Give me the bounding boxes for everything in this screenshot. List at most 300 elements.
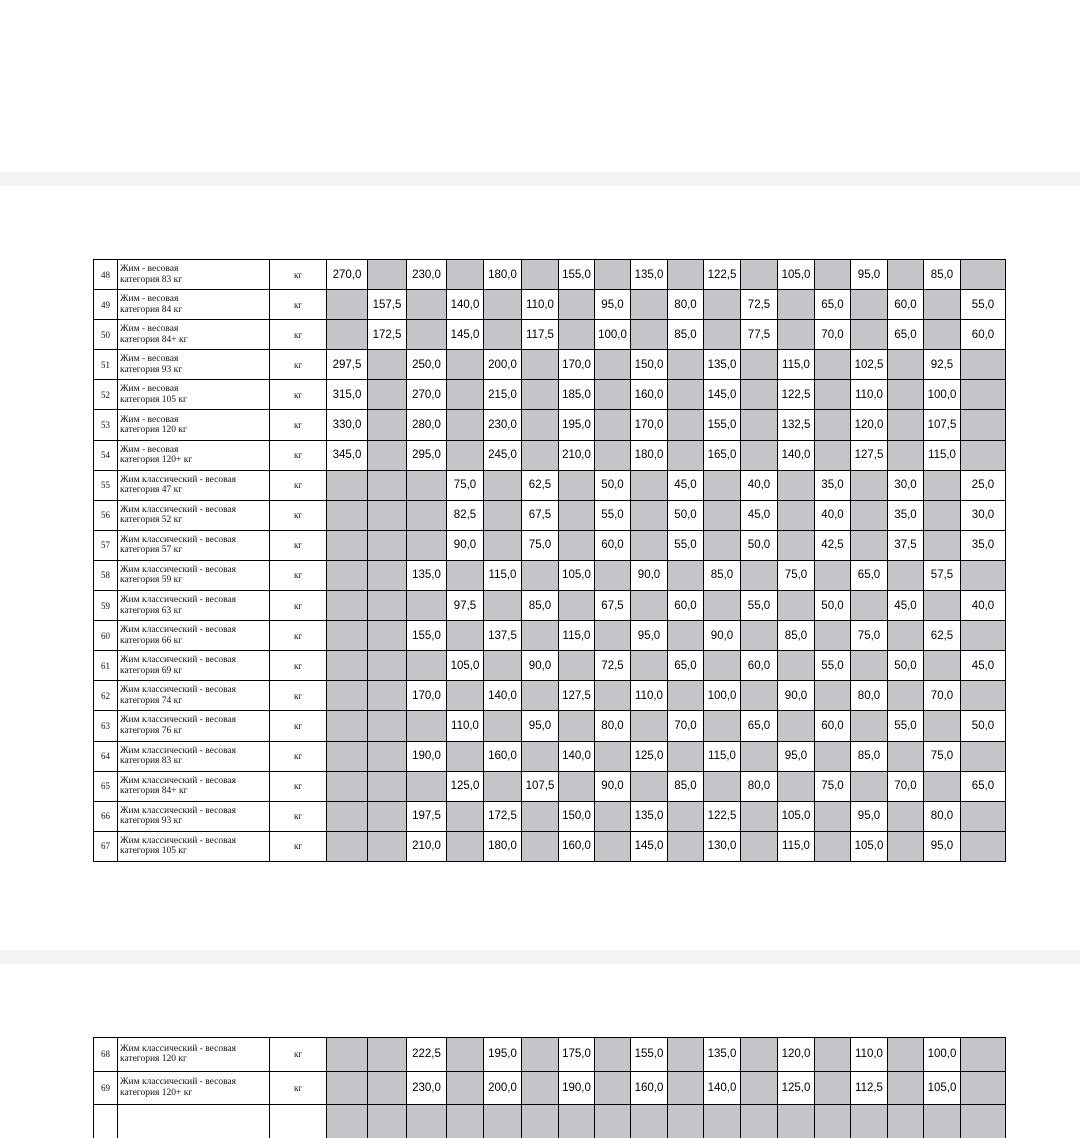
exercise-name [118, 320, 270, 350]
empty-shaded-cell [815, 1071, 851, 1105]
empty-shaded-cell [522, 440, 559, 470]
empty-shaded-cell [704, 500, 741, 530]
standard-value-cell: 315,0 [327, 380, 368, 410]
empty-shaded-cell [741, 440, 778, 470]
exercise-title: Жим классический - весовая [120, 625, 269, 636]
standard-value-cell: 40,0 [961, 591, 1006, 621]
empty-shaded-cell [961, 410, 1006, 440]
table-row [94, 350, 1006, 380]
empty-shaded-cell [595, 1105, 631, 1138]
standard-value-cell: 95,0 [778, 741, 815, 771]
standard-value-cell: 115,0 [924, 440, 961, 470]
standard-value-cell: 190,0 [559, 1071, 595, 1105]
standard-value-cell: 155,0 [559, 260, 595, 290]
standard-value-cell: 170,0 [559, 350, 595, 380]
empty-shaded-cell [484, 320, 522, 350]
unit-cell: кг [270, 440, 327, 470]
weight-category: категория 63 кг [120, 606, 269, 617]
empty-shaded-cell [961, 560, 1006, 590]
empty-shaded-cell [668, 741, 704, 771]
standard-value-cell: 157,5 [368, 290, 407, 320]
table-row [94, 1105, 1006, 1138]
row-number: 68 [94, 1038, 118, 1072]
standard-value-cell: 50,0 [668, 500, 704, 530]
table-row [94, 290, 1006, 320]
standard-value-cell: 180,0 [484, 260, 522, 290]
empty-shaded-cell [888, 260, 924, 290]
empty-shaded-cell [327, 681, 368, 711]
empty-shaded-cell [368, 560, 407, 590]
exercise-name [118, 530, 270, 560]
empty-shaded-cell [595, 681, 631, 711]
empty-shaded-cell [407, 591, 447, 621]
empty-shaded-cell [559, 530, 595, 560]
empty-shaded-cell [851, 771, 888, 801]
table-row [94, 681, 1006, 711]
standard-value-cell: 115,0 [484, 560, 522, 590]
empty-shaded-cell [888, 741, 924, 771]
standard-value-cell: 280,0 [407, 410, 447, 440]
empty-shaded-cell [741, 560, 778, 590]
standard-value-cell: 122,5 [704, 260, 741, 290]
empty-shaded-cell [888, 440, 924, 470]
empty-shaded-cell [924, 711, 961, 741]
standard-value-cell: 95,0 [851, 260, 888, 290]
empty-shaded-cell [522, 1071, 559, 1105]
table-row [94, 560, 1006, 590]
empty-shaded-cell [851, 591, 888, 621]
exercise-name [118, 681, 270, 711]
empty-shaded-cell [327, 1105, 368, 1138]
unit-cell: кг [270, 711, 327, 741]
empty-shaded-cell [484, 1105, 522, 1138]
empty-shaded-cell [327, 801, 368, 831]
exercise-name [118, 741, 270, 771]
empty-shaded-cell [595, 410, 631, 440]
empty-shaded-cell [668, 1071, 704, 1105]
weight-category: категория 120+ кг [120, 1088, 269, 1099]
standard-value-cell: 90,0 [595, 771, 631, 801]
empty-shaded-cell [961, 350, 1006, 380]
unit-cell: кг [270, 591, 327, 621]
standard-value-cell: 330,0 [327, 410, 368, 440]
empty-shaded-cell [815, 801, 851, 831]
standard-value-cell: 75,0 [851, 621, 888, 651]
empty-shaded-cell [668, 1105, 704, 1138]
unit-cell: кг [270, 290, 327, 320]
exercise-name [118, 350, 270, 380]
empty-shaded-cell [407, 771, 447, 801]
standard-value-cell: 160,0 [484, 741, 522, 771]
weight-category: категория 120+ кг [120, 455, 269, 466]
empty-shaded-cell [447, 560, 484, 590]
exercise-name [118, 260, 270, 290]
standard-value-cell: 107,5 [522, 771, 559, 801]
standard-value-cell: 230,0 [407, 260, 447, 290]
standard-value-cell: 137,5 [484, 621, 522, 651]
standard-value-cell: 140,0 [704, 1071, 741, 1105]
empty-shaded-cell [888, 350, 924, 380]
row-number: 60 [94, 621, 118, 651]
empty-shaded-cell [851, 500, 888, 530]
standard-value-cell: 95,0 [595, 290, 631, 320]
exercise-name [118, 380, 270, 410]
exercise-name [118, 560, 270, 590]
standard-value-cell: 60,0 [815, 711, 851, 741]
empty-shaded-cell [407, 290, 447, 320]
empty-shaded-cell [888, 1038, 924, 1072]
standard-value-cell: 60,0 [595, 530, 631, 560]
standard-value-cell: 105,0 [851, 831, 888, 861]
standard-value-cell: 80,0 [595, 711, 631, 741]
standard-value-cell: 95,0 [522, 711, 559, 741]
standard-value-cell: 45,0 [668, 470, 704, 500]
exercise-title: Жим классический - весовая [120, 715, 269, 726]
empty-shaded-cell [815, 440, 851, 470]
standard-value-cell: 90,0 [631, 560, 668, 590]
empty-shaded-cell [447, 831, 484, 861]
empty-shaded-cell [631, 530, 668, 560]
standard-value-cell: 132,5 [778, 410, 815, 440]
exercise-name [118, 621, 270, 651]
exercise-title: Жим классический - весовая [120, 836, 269, 847]
empty-shaded-cell [559, 500, 595, 530]
standard-value-cell: 60,0 [741, 651, 778, 681]
weight-category: категория 69 кг [120, 666, 269, 677]
empty-shaded-cell [851, 530, 888, 560]
standard-value-cell: 115,0 [559, 621, 595, 651]
standard-value-cell: 230,0 [484, 410, 522, 440]
standard-value-cell: 72,5 [595, 651, 631, 681]
empty-shaded-cell [327, 320, 368, 350]
weight-category: категория 66 кг [120, 636, 269, 647]
standard-value-cell: 37,5 [888, 530, 924, 560]
empty-shaded-cell [961, 1105, 1006, 1138]
standard-value-cell: 45,0 [961, 651, 1006, 681]
exercise-name [118, 771, 270, 801]
row-number: 49 [94, 290, 118, 320]
unit-cell: кг [270, 741, 327, 771]
empty-shaded-cell [447, 1038, 484, 1072]
empty-shaded-cell [631, 320, 668, 350]
empty-shaded-cell [484, 470, 522, 500]
standard-value-cell: 70,0 [815, 320, 851, 350]
unit-cell: кг [270, 681, 327, 711]
table-row [94, 801, 1006, 831]
empty-shaded-cell [924, 1105, 961, 1138]
weight-category: категория 84 кг [120, 305, 269, 316]
empty-shaded-cell [741, 1071, 778, 1105]
standard-value-cell: 35,0 [961, 530, 1006, 560]
standard-value-cell: 195,0 [559, 410, 595, 440]
empty-shaded-cell [888, 801, 924, 831]
empty-shaded-cell [888, 1071, 924, 1105]
standard-value-cell: 80,0 [668, 290, 704, 320]
empty-shaded-cell [815, 681, 851, 711]
empty-shaded-cell [407, 530, 447, 560]
exercise-title: Жим классический - весовая [120, 505, 269, 516]
row-number: 51 [94, 350, 118, 380]
standard-value-cell: 25,0 [961, 470, 1006, 500]
standard-value-cell: 155,0 [631, 1038, 668, 1072]
empty-shaded-cell [888, 410, 924, 440]
empty-shaded-cell [741, 801, 778, 831]
standard-value-cell: 112,5 [851, 1071, 888, 1105]
exercise-title: Жим классический - весовая [120, 535, 269, 546]
standard-value-cell: 155,0 [407, 621, 447, 651]
table-row [94, 771, 1006, 801]
standard-value-cell: 117,5 [522, 320, 559, 350]
empty-shaded-cell [961, 1038, 1006, 1072]
standard-value-cell: 150,0 [631, 350, 668, 380]
empty-shaded-cell [327, 651, 368, 681]
empty-shaded-cell [447, 410, 484, 440]
standard-value-cell: 295,0 [407, 440, 447, 470]
empty-shaded-cell [368, 380, 407, 410]
unit-cell: кг [270, 500, 327, 530]
row-number: 69 [94, 1071, 118, 1105]
standard-value-cell: 140,0 [778, 440, 815, 470]
table-row [94, 260, 1006, 290]
standard-value-cell: 127,5 [559, 681, 595, 711]
empty-shaded-cell [447, 260, 484, 290]
empty-shaded-cell [447, 801, 484, 831]
standard-value-cell: 67,5 [595, 591, 631, 621]
row-number: 62 [94, 681, 118, 711]
standard-value-cell: 92,5 [924, 350, 961, 380]
empty-shaded-cell [327, 741, 368, 771]
empty-shaded-cell [484, 500, 522, 530]
standard-value-cell: 62,5 [924, 621, 961, 651]
empty-shaded-cell [522, 560, 559, 590]
standard-value-cell: 35,0 [888, 500, 924, 530]
empty-shaded-cell [595, 380, 631, 410]
standard-value-cell: 40,0 [815, 500, 851, 530]
empty-shaded-cell [961, 831, 1006, 861]
standard-value-cell: 45,0 [888, 591, 924, 621]
standard-value-cell: 75,0 [778, 560, 815, 590]
weight-category: категория 74 кг [120, 696, 269, 707]
empty-shaded-cell [668, 681, 704, 711]
standard-value-cell: 102,5 [851, 350, 888, 380]
empty-shaded-cell [704, 530, 741, 560]
empty-shaded-cell [327, 771, 368, 801]
standard-value-cell: 55,0 [888, 711, 924, 741]
unit-cell: кг [270, 771, 327, 801]
standard-value-cell: 30,0 [961, 500, 1006, 530]
empty-shaded-cell [595, 1071, 631, 1105]
standard-value-cell: 125,0 [631, 741, 668, 771]
standard-value-cell: 60,0 [961, 320, 1006, 350]
empty-shaded-cell [778, 771, 815, 801]
standard-value-cell: 70,0 [668, 711, 704, 741]
standards-table-page-2 [93, 1037, 1006, 1138]
empty-shaded-cell [327, 500, 368, 530]
standard-value-cell: 85,0 [924, 260, 961, 290]
standard-value-cell: 72,5 [741, 290, 778, 320]
empty-shaded-cell [815, 350, 851, 380]
standard-value-cell: 65,0 [888, 320, 924, 350]
empty-shaded-cell [778, 470, 815, 500]
empty-shaded-cell [559, 651, 595, 681]
empty-shaded-cell [368, 260, 407, 290]
empty-shaded-cell [668, 350, 704, 380]
exercise-title: Жим - весовая [120, 384, 269, 395]
empty-shaded-cell [368, 470, 407, 500]
empty-shaded-cell [484, 591, 522, 621]
exercise-title: Жим классический - весовая [120, 776, 269, 787]
empty-shaded-cell [741, 681, 778, 711]
empty-shaded-cell [924, 771, 961, 801]
standard-value-cell: 135,0 [704, 1038, 741, 1072]
exercise-name [118, 500, 270, 530]
empty-shaded-cell [368, 831, 407, 861]
empty-shaded-cell [447, 1071, 484, 1105]
standard-value-cell: 42,5 [815, 530, 851, 560]
empty-shaded-cell [851, 711, 888, 741]
empty-shaded-cell [961, 1071, 1006, 1105]
empty-shaded-cell [327, 621, 368, 651]
empty-shaded-cell [368, 410, 407, 440]
standard-value-cell: 105,0 [559, 560, 595, 590]
standard-value-cell: 180,0 [484, 831, 522, 861]
standard-value-cell: 100,0 [924, 380, 961, 410]
row-number: 61 [94, 651, 118, 681]
table-row [94, 741, 1006, 771]
table-row [94, 440, 1006, 470]
standard-value-cell: 105,0 [924, 1071, 961, 1105]
empty-shaded-cell [961, 681, 1006, 711]
exercise-name [118, 831, 270, 861]
standard-value-cell: 122,5 [778, 380, 815, 410]
empty-shaded-cell [851, 290, 888, 320]
empty-shaded-cell [559, 771, 595, 801]
standard-value-cell: 75,0 [815, 771, 851, 801]
standard-value-cell: 55,0 [668, 530, 704, 560]
standard-value-cell: 55,0 [815, 651, 851, 681]
empty-shaded-cell [851, 1105, 888, 1138]
empty-shaded-cell [741, 380, 778, 410]
empty-shaded-cell [631, 500, 668, 530]
standard-value-cell: 85,0 [668, 771, 704, 801]
empty-shaded-cell [704, 1105, 741, 1138]
table-row [94, 621, 1006, 651]
empty-shaded-cell [559, 290, 595, 320]
standard-value-cell: 70,0 [888, 771, 924, 801]
empty-shaded-cell [368, 1071, 407, 1105]
standard-value-cell: 65,0 [741, 711, 778, 741]
standard-value-cell: 105,0 [778, 260, 815, 290]
empty-shaded-cell [961, 440, 1006, 470]
empty-shaded-cell [368, 1038, 407, 1072]
exercise-title: Жим - весовая [120, 445, 269, 456]
empty-shaded-cell [631, 290, 668, 320]
standard-value-cell: 30,0 [888, 470, 924, 500]
empty-shaded-cell [368, 500, 407, 530]
row-number: 66 [94, 801, 118, 831]
exercise-name [118, 290, 270, 320]
standard-value-cell: 50,0 [741, 530, 778, 560]
empty-shaded-cell [961, 621, 1006, 651]
exercise-title: Жим классический - весовая [120, 746, 269, 757]
standard-value-cell: 80,0 [851, 681, 888, 711]
standard-value-cell: 140,0 [447, 290, 484, 320]
empty-shaded-cell [368, 741, 407, 771]
standard-value-cell: 270,0 [327, 260, 368, 290]
empty-shaded-cell [595, 831, 631, 861]
empty-shaded-cell [668, 380, 704, 410]
unit-cell: кг [270, 350, 327, 380]
standard-value-cell: 230,0 [407, 1071, 447, 1105]
table-row [94, 530, 1006, 560]
empty-shaded-cell [924, 530, 961, 560]
standards-table-page-1 [93, 259, 1006, 862]
empty-shaded-cell [961, 741, 1006, 771]
standard-value-cell: 70,0 [924, 681, 961, 711]
exercise-title: Жим классический - весовая [120, 1077, 269, 1088]
standard-value-cell: 120,0 [778, 1038, 815, 1072]
row-number: 59 [94, 591, 118, 621]
empty-shaded-cell [815, 831, 851, 861]
standard-value-cell: 115,0 [778, 350, 815, 380]
exercise-name [118, 1038, 270, 1072]
empty-shaded-cell [741, 350, 778, 380]
empty-shaded-cell [407, 470, 447, 500]
standard-value-cell: 155,0 [704, 410, 741, 440]
standard-value-cell: 215,0 [484, 380, 522, 410]
exercise-name [118, 440, 270, 470]
standard-value-cell: 110,0 [522, 290, 559, 320]
unit-cell: кг [270, 380, 327, 410]
empty-shaded-cell [668, 440, 704, 470]
standard-value-cell: 107,5 [924, 410, 961, 440]
empty-shaded-cell [668, 801, 704, 831]
unit-cell: кг [270, 1038, 327, 1072]
empty-shaded-cell [631, 1105, 668, 1138]
standard-value-cell: 160,0 [631, 380, 668, 410]
empty-shaded-cell [815, 560, 851, 590]
exercise-name [118, 801, 270, 831]
empty-shaded-cell [484, 771, 522, 801]
empty-shaded-cell [741, 260, 778, 290]
standard-value-cell: 222,5 [407, 1038, 447, 1072]
standard-value-cell: 115,0 [704, 741, 741, 771]
standard-value-cell: 170,0 [631, 410, 668, 440]
empty-shaded-cell [522, 380, 559, 410]
table-row [94, 711, 1006, 741]
standard-value-cell: 60,0 [668, 591, 704, 621]
empty-shaded-cell [368, 801, 407, 831]
standard-value-cell: 135,0 [407, 560, 447, 590]
standard-value-cell: 150,0 [559, 801, 595, 831]
empty-shaded-cell [368, 651, 407, 681]
standard-value-cell: 197,5 [407, 801, 447, 831]
exercise-title: Жим классический - весовая [120, 685, 269, 696]
weight-category: категория 57 кг [120, 545, 269, 556]
standard-value-cell: 90,0 [778, 681, 815, 711]
exercise-title: Жим классический - весовая [120, 595, 269, 606]
standard-value-cell: 110,0 [447, 711, 484, 741]
empty-shaded-cell [961, 260, 1006, 290]
empty-shaded-cell [407, 651, 447, 681]
standard-value-cell: 57,5 [924, 560, 961, 590]
unit-cell: кг [270, 651, 327, 681]
standard-value-cell: 105,0 [447, 651, 484, 681]
weight-category: категория 105 кг [120, 846, 269, 857]
standard-value-cell: 145,0 [447, 320, 484, 350]
empty-shaded-cell [888, 621, 924, 651]
unit-cell: кг [270, 621, 327, 651]
